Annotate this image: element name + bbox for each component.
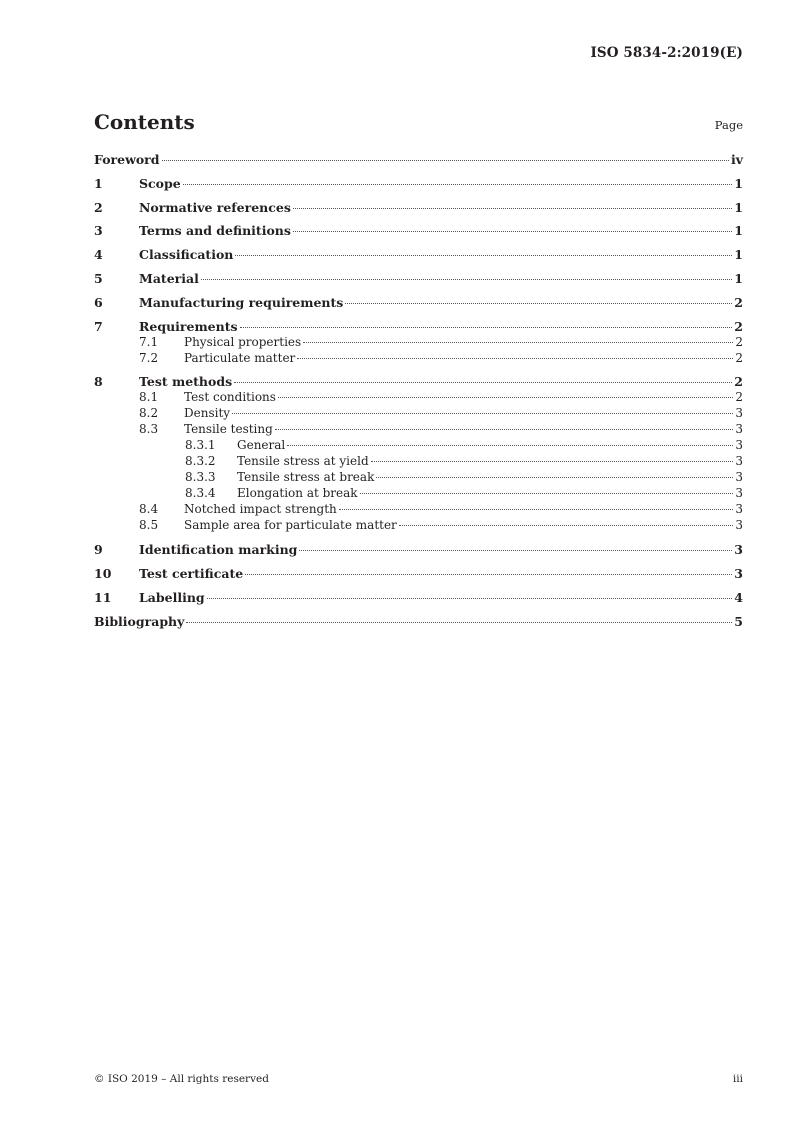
toc-entry-title: Test certificate: [139, 565, 244, 581]
toc-entry-title: Labelling: [139, 589, 205, 605]
toc-entry[interactable]: [94, 454, 743, 470]
dot-leader: [245, 574, 732, 575]
toc-entry[interactable]: [94, 335, 743, 351]
toc-entry[interactable]: [94, 422, 743, 438]
dot-leader: [297, 358, 733, 359]
toc-entry-title: Identification marking: [139, 542, 298, 558]
toc-entry-number: 5: [94, 270, 103, 286]
document-id: ISO 5834-2:2019(E): [590, 45, 743, 61]
toc-entry-title: Material: [139, 270, 199, 286]
toc-entry-number: 4: [94, 247, 103, 263]
toc-entry-number: 8.2: [139, 406, 159, 421]
toc-entry-page: 3: [735, 486, 743, 501]
contents-title: Contents: [94, 110, 195, 134]
toc-entry-number: 7.1: [139, 334, 159, 349]
dot-leader: [186, 622, 732, 623]
toc-entry[interactable]: [94, 176, 743, 192]
toc-entry-title: Terms and definitions: [139, 223, 291, 239]
toc-entry[interactable]: [94, 470, 743, 486]
toc-entry-page: 1: [734, 199, 743, 215]
toc-entry-title: Requirements: [139, 318, 238, 334]
toc-entry-page: 3: [735, 518, 743, 533]
toc-entry[interactable]: [94, 200, 743, 216]
toc-entry-page: 2: [734, 294, 743, 310]
dot-leader: [345, 303, 732, 304]
toc-entry-page: 1: [734, 247, 743, 263]
dot-leader: [303, 342, 733, 343]
toc-entry[interactable]: [94, 518, 743, 534]
toc-entry-title: Sample area for particulate matter: [184, 518, 397, 533]
page-column-label: Page: [714, 118, 743, 132]
dot-leader: [240, 327, 733, 328]
dot-leader: [299, 550, 732, 551]
toc-entry-number: 6: [94, 294, 103, 310]
toc-entry-page: 2: [735, 390, 743, 405]
dot-leader: [183, 184, 733, 185]
toc-entry-page: 1: [734, 223, 743, 239]
toc-entry[interactable]: [94, 390, 743, 406]
toc-entry-page: 3: [735, 422, 743, 437]
toc-entry-title: Notched impact strength: [184, 502, 337, 517]
toc-entry[interactable]: [94, 295, 743, 311]
toc-entry[interactable]: [94, 590, 743, 606]
toc-entry-page: iv: [730, 152, 743, 167]
dot-leader: [339, 509, 734, 510]
toc-entry-number: 2: [94, 199, 103, 215]
toc-entry-title: Bibliography: [94, 613, 185, 629]
dot-leader: [201, 279, 732, 280]
dot-leader: [232, 413, 733, 414]
toc-entry-number: 8.3.1: [185, 438, 216, 453]
dot-leader: [234, 382, 732, 383]
toc-entry-page: 5: [734, 613, 743, 629]
toc-entry-number: 8.4: [139, 502, 159, 517]
toc-entry[interactable]: [94, 374, 743, 390]
footer-page-number: iii: [732, 1073, 743, 1085]
dot-leader: [360, 493, 734, 494]
dot-leader: [293, 208, 732, 209]
toc-entry-title: Manufacturing requirements: [139, 294, 344, 310]
toc-entry[interactable]: [94, 152, 743, 168]
dot-leader: [275, 429, 734, 430]
toc-entry[interactable]: [94, 223, 743, 239]
toc-entry-title: Test methods: [139, 374, 233, 390]
toc-entry-number: 8: [94, 374, 103, 390]
toc-entry-page: 3: [735, 438, 743, 453]
toc-entry-number: 11: [94, 589, 112, 605]
toc-entry[interactable]: [94, 486, 743, 502]
toc-entry-title: Test conditions: [184, 390, 276, 405]
toc-entry-title: Elongation at break: [237, 486, 358, 501]
dot-leader: [371, 461, 734, 462]
toc-entry[interactable]: [94, 438, 743, 454]
toc-entry-title: Scope: [139, 175, 181, 191]
toc-entry-page: 3: [735, 502, 743, 517]
toc-entry-title: Classification: [139, 247, 234, 263]
toc-entry-number: 8.3.4: [185, 486, 216, 501]
toc-entry-number: 10: [94, 565, 112, 581]
dot-leader: [287, 445, 733, 446]
toc-entry[interactable]: [94, 502, 743, 518]
toc-entry-page: 2: [734, 318, 743, 334]
toc-entry-page: 1: [734, 270, 743, 286]
dot-leader: [235, 255, 732, 256]
toc-entry-number: 9: [94, 542, 103, 558]
toc-entry-page: 2: [735, 350, 743, 365]
table-of-contents: [94, 152, 743, 630]
toc-entry-title: Tensile stress at break: [237, 470, 375, 485]
dot-leader: [376, 477, 733, 478]
toc-entry-page: 4: [734, 589, 743, 605]
toc-entry-page: 2: [735, 334, 743, 349]
toc-entry-number: 8.3.3: [185, 470, 216, 485]
toc-entry[interactable]: [94, 406, 743, 422]
toc-entry-title: Foreword: [94, 152, 160, 167]
toc-entry[interactable]: [94, 566, 743, 582]
toc-entry-number: 8.1: [139, 390, 159, 405]
toc-entry-title: Tensile testing: [184, 422, 273, 437]
toc-entry-page: 3: [734, 565, 743, 581]
dot-leader: [207, 598, 733, 599]
toc-entry-page: 3: [734, 542, 743, 558]
toc-entry-title: Density: [184, 406, 231, 421]
toc-entry[interactable]: [94, 542, 743, 558]
dot-leader: [278, 397, 733, 398]
toc-entry-page: 3: [735, 470, 743, 485]
toc-entry-page: 3: [735, 454, 743, 469]
toc-entry[interactable]: [94, 271, 743, 287]
footer-copyright: © ISO 2019 – All rights reserved: [94, 1073, 269, 1085]
toc-entry[interactable]: [94, 614, 743, 630]
toc-entry-number: 1: [94, 175, 103, 191]
toc-entry-page: 1: [734, 175, 743, 191]
toc-entry-title: Normative references: [139, 199, 291, 215]
toc-entry-title: Physical properties: [184, 334, 302, 349]
toc-entry-number: 8.3: [139, 422, 159, 437]
dot-leader: [293, 231, 732, 232]
toc-entry[interactable]: [94, 351, 743, 367]
toc-entry-title: Tensile stress at yield: [237, 454, 369, 469]
toc-entry-number: 8.5: [139, 518, 159, 533]
toc-entry-page: 2: [734, 374, 743, 390]
dot-leader: [162, 160, 729, 161]
toc-entry-number: 3: [94, 223, 103, 239]
toc-entry-title: General: [237, 438, 286, 453]
toc-entry-page: 3: [735, 406, 743, 421]
toc-entry[interactable]: [94, 247, 743, 263]
toc-entry-number: 7: [94, 318, 103, 334]
dot-leader: [399, 525, 734, 526]
toc-entry-number: 8.3.2: [185, 454, 216, 469]
toc-entry[interactable]: [94, 319, 743, 335]
toc-entry-title: Particulate matter: [184, 350, 296, 365]
toc-entry-number: 7.2: [139, 350, 159, 365]
